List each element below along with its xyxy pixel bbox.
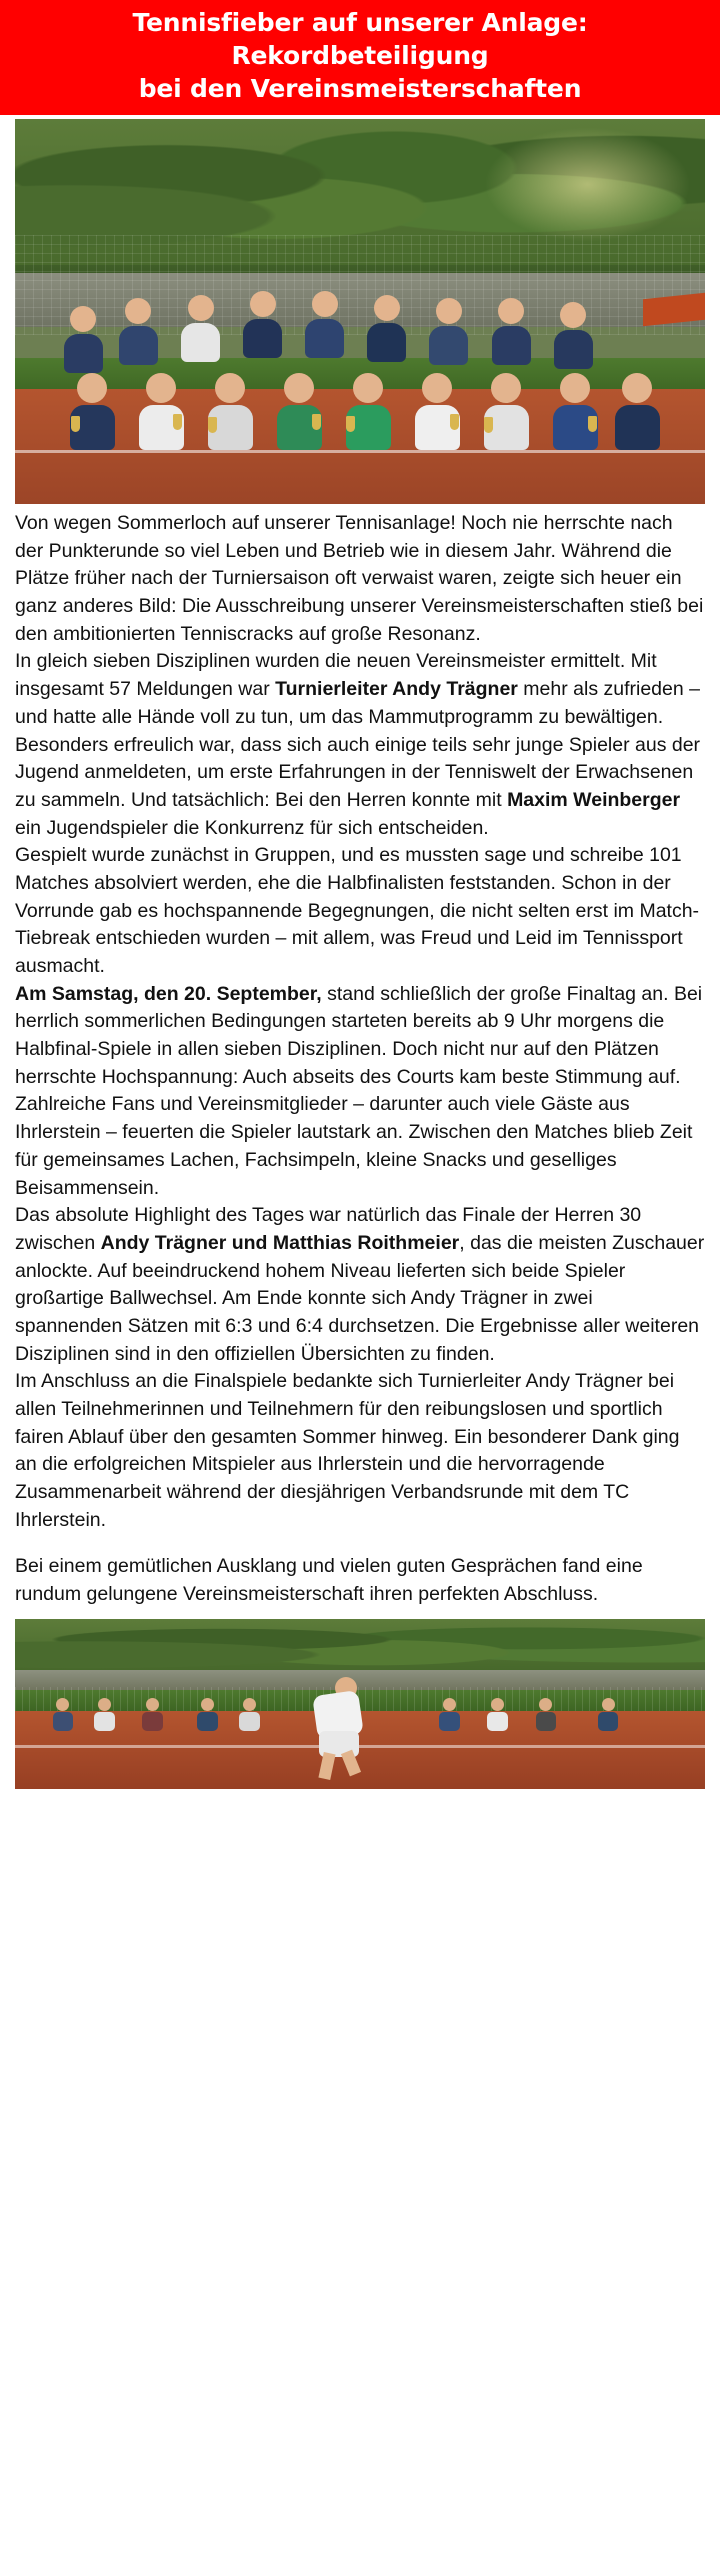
spectator-body bbox=[197, 1712, 218, 1731]
spectator-head bbox=[491, 1698, 504, 1711]
footer-photo-spectator bbox=[201, 1698, 214, 1731]
photo-trophy bbox=[588, 416, 597, 432]
photo-person bbox=[77, 373, 107, 450]
photo-person-body bbox=[181, 323, 220, 362]
spectator-body bbox=[598, 1712, 619, 1731]
photo-trophy bbox=[484, 417, 493, 433]
match-action-photo bbox=[15, 1619, 705, 1789]
team-group-photo bbox=[15, 119, 705, 504]
spectator-body bbox=[94, 1712, 115, 1731]
photo-person bbox=[422, 373, 452, 450]
photo-person bbox=[353, 373, 383, 450]
photo-person-body bbox=[615, 405, 660, 450]
spectator-head bbox=[243, 1698, 256, 1711]
photo-person bbox=[560, 373, 590, 450]
photo-person-body bbox=[64, 334, 103, 373]
photo-person bbox=[374, 295, 400, 362]
photo-person-head bbox=[622, 373, 652, 403]
spectator-body bbox=[142, 1712, 163, 1731]
footer-photo-spectator bbox=[443, 1698, 456, 1731]
paragraph-4 bbox=[15, 981, 705, 1203]
photo-person bbox=[146, 373, 176, 450]
paragraph-6-run-1: Im Anschluss an die Finalspiele bedankte sich Turnierleiter Andy Trägner bei allen Teilnehmerinnen und Teilnehmern für den reibungslosen und sportlich fairen Ablauf über den gesamten Sommer hinweg. Ein besonderer Dank ging an die erfolgreichen Mitspieler aus Ihrlerstein und die hervorragende Zusammenarbeit während der diesjährigen Verbandsrunde mit dem TC Ihrlerstein. bbox=[15, 1370, 680, 1531]
photo-fence bbox=[15, 235, 705, 335]
photo-person-head bbox=[436, 298, 462, 324]
photo-person-head bbox=[560, 302, 586, 328]
spectator-head bbox=[443, 1698, 456, 1711]
paragraph-7-run-1: Bei einem gemütlichen Ausklang und vielen guten Gesprächen fand eine rundum gelungene Vereinsmeisterschaft ihren perfekten Abschluss. bbox=[15, 1555, 643, 1606]
photo-person-head bbox=[77, 373, 107, 403]
footer-photo-spectator bbox=[602, 1698, 615, 1731]
paragraph-1 bbox=[15, 510, 705, 648]
photo-person-head bbox=[125, 298, 151, 324]
photo-person-body bbox=[243, 319, 282, 358]
paragraph-3-run-1: Gespielt wurde zunächst in Gruppen, und es mussten sage und schreibe 101 Matches absolviert werden, ehe die Halbfinalisten feststanden. Schon in der Vorrunde gab es hochspannende Begegnungen, die nicht selten erst im Match-Tiebreak entschieden wurden – mit allem, was Freud und Leid im Tennissport ausmacht. bbox=[15, 844, 700, 977]
paragraph-2 bbox=[15, 648, 705, 842]
photo-person-body bbox=[305, 319, 344, 358]
photo-person-head bbox=[498, 298, 524, 324]
photo-person bbox=[312, 291, 338, 358]
photo-person-head bbox=[422, 373, 452, 403]
photo-person-body bbox=[119, 326, 158, 365]
photo-trophy bbox=[71, 416, 80, 432]
paragraph-2-run-5: ein Jugendspieler die Konkurrenz für sich entscheiden. bbox=[15, 816, 489, 839]
photo-person-head bbox=[215, 373, 245, 403]
photo-person bbox=[188, 295, 214, 362]
paragraph-spacer bbox=[15, 1534, 705, 1553]
photo-person-head bbox=[491, 373, 521, 403]
photo-trophy bbox=[208, 417, 217, 433]
photo-person-head bbox=[250, 291, 276, 317]
paragraph-5 bbox=[15, 1202, 705, 1368]
photo-person bbox=[215, 373, 245, 450]
footer-photo-player bbox=[305, 1671, 377, 1779]
page-title bbox=[0, 0, 720, 115]
footer-photo-spectator bbox=[56, 1698, 69, 1731]
paragraph-2-run-3: mehr als zufrieden – und hatte alle Hände voll zu tun, um das Mammutprogramm zu bewältigen. Besonders erfreulich war, dass sich auch einige teils sehr junge Spieler aus der Jugend anmeldeten, um erste Erfahrungen in der Tenniswelt der Erwachsenen zu sammeln. Und tatsächlich: Bei den Herren konnte mit bbox=[15, 678, 701, 811]
finalists-names: Andy Trägner und Matthias Roithmeier bbox=[100, 1231, 460, 1254]
spectator-head bbox=[201, 1698, 214, 1711]
photo-person bbox=[560, 302, 586, 369]
page-title-line-1: Tennisfieber auf unserer Anlage: Rekordbeteiligung bbox=[132, 8, 588, 70]
paragraph-5-run-3: , das die meisten Zuschauer anlockte. Auf beeindruckend hohem Niveau lieferten sich beide Spieler großartige Ballwechsel. Am Ende konnte sich Andy Trägner in zwei spannenden Sätzen mit 6:3 und 6:4 durchsetzen. Die Ergebnisse aller weiteren Disziplinen sind in den offiziellen Übersichten zu finden. bbox=[15, 1231, 705, 1365]
page-title-line-2: bei den Vereinsmeisterschaften bbox=[138, 74, 582, 103]
spectator-head bbox=[539, 1698, 552, 1711]
photo-trophy bbox=[173, 414, 182, 430]
photo-person-head bbox=[146, 373, 176, 403]
photo-person-head bbox=[560, 373, 590, 403]
photo-person-head bbox=[284, 373, 314, 403]
photo-trophy bbox=[346, 416, 355, 432]
paragraph-7 bbox=[15, 1553, 705, 1608]
footer-photo-spectator bbox=[539, 1698, 552, 1731]
photo-person-head bbox=[312, 291, 338, 317]
spectator-body bbox=[487, 1712, 508, 1731]
photo-person-head bbox=[70, 306, 96, 332]
spectator-head bbox=[56, 1698, 69, 1711]
paragraph-1-run-1: Von wegen Sommerloch auf unserer Tennisanlage! Noch nie herrschte nach der Punkterunde so viel Leben und Betrieb wie in diesem Jahr. Während die Plätze früher nach der Turniersaison oft verwaist waren, zeigte sich heuer ein ganz anderes Bild: Die Ausschreibung unserer Vereinsmeisterschaften stieß bei den ambitionierten Tenniscracks auf große Resonanz. bbox=[15, 512, 704, 645]
paragraph-6 bbox=[15, 1368, 705, 1534]
spectator-body bbox=[239, 1712, 260, 1731]
footer-photo-spectator bbox=[98, 1698, 111, 1731]
photo-person bbox=[436, 298, 462, 365]
photo-person bbox=[491, 373, 521, 450]
photo-person-body bbox=[554, 330, 593, 369]
photo-person-head bbox=[353, 373, 383, 403]
paragraph-2-run-1: In gleich sieben Disziplinen wurden die neuen Vereinsmeister ermittelt. Mit insgesamt 57 Meldungen war bbox=[15, 650, 657, 701]
spectator-body bbox=[536, 1712, 557, 1731]
article-body bbox=[0, 504, 720, 1609]
photo-trophy bbox=[312, 414, 321, 430]
footer-photo-trees bbox=[15, 1619, 705, 1670]
spectator-body bbox=[53, 1712, 74, 1731]
photo-person bbox=[498, 298, 524, 365]
photo-court-line bbox=[15, 450, 705, 453]
photo-person-body bbox=[429, 326, 468, 365]
youth-winner-name: Maxim Weinberger bbox=[507, 788, 681, 811]
spectator-head bbox=[98, 1698, 111, 1711]
photo-person-body bbox=[492, 326, 531, 365]
final-day-date: Am Samstag, den 20. September, bbox=[15, 982, 322, 1005]
spectator-head bbox=[146, 1698, 159, 1711]
photo-trophy bbox=[450, 414, 459, 430]
photo-person-head bbox=[188, 295, 214, 321]
photo-sun-glow bbox=[484, 127, 691, 243]
tournament-director-name: Turnierleiter Andy Trägner bbox=[275, 678, 518, 701]
paragraph-5-run-1: Das absolute Highlight des Tages war natürlich das Finale der Herren 30 zwischen bbox=[15, 1204, 642, 1254]
photo-person-body bbox=[367, 323, 406, 362]
paragraph-4-run-2: stand schließlich der große Finaltag an. Bei herrlich sommerlichen Bedingungen starteten bereits ab 9 Uhr morgens die Halbfinal-Spiele in allen sieben Disziplinen. Doch nicht nur auf den Plätzen herrschte Hochspannung: Auch abseits des Courts kam beste Stimmung auf. Zahlreiche Fans und Vereinsmitglieder – darunter auch viele Gäste aus Ihrlerstein – feuerten die Spieler lautstark an. Zwischen den Matches blieb Zeit für gemeinsames Lachen, Fachsimpeln, kleine Snacks und geselliges Beisammensein. bbox=[15, 982, 703, 1199]
photo-person bbox=[125, 298, 151, 365]
photo-person-head bbox=[374, 295, 400, 321]
footer-photo-spectator bbox=[146, 1698, 159, 1731]
photo-person bbox=[284, 373, 314, 450]
photo-person bbox=[250, 291, 276, 358]
spectator-body bbox=[439, 1712, 460, 1731]
photo-person bbox=[70, 306, 96, 373]
footer-photo-spectator bbox=[243, 1698, 256, 1731]
footer-photo-spectator bbox=[491, 1698, 504, 1731]
spectator-head bbox=[602, 1698, 615, 1711]
photo-person bbox=[622, 373, 652, 450]
paragraph-3 bbox=[15, 842, 705, 980]
